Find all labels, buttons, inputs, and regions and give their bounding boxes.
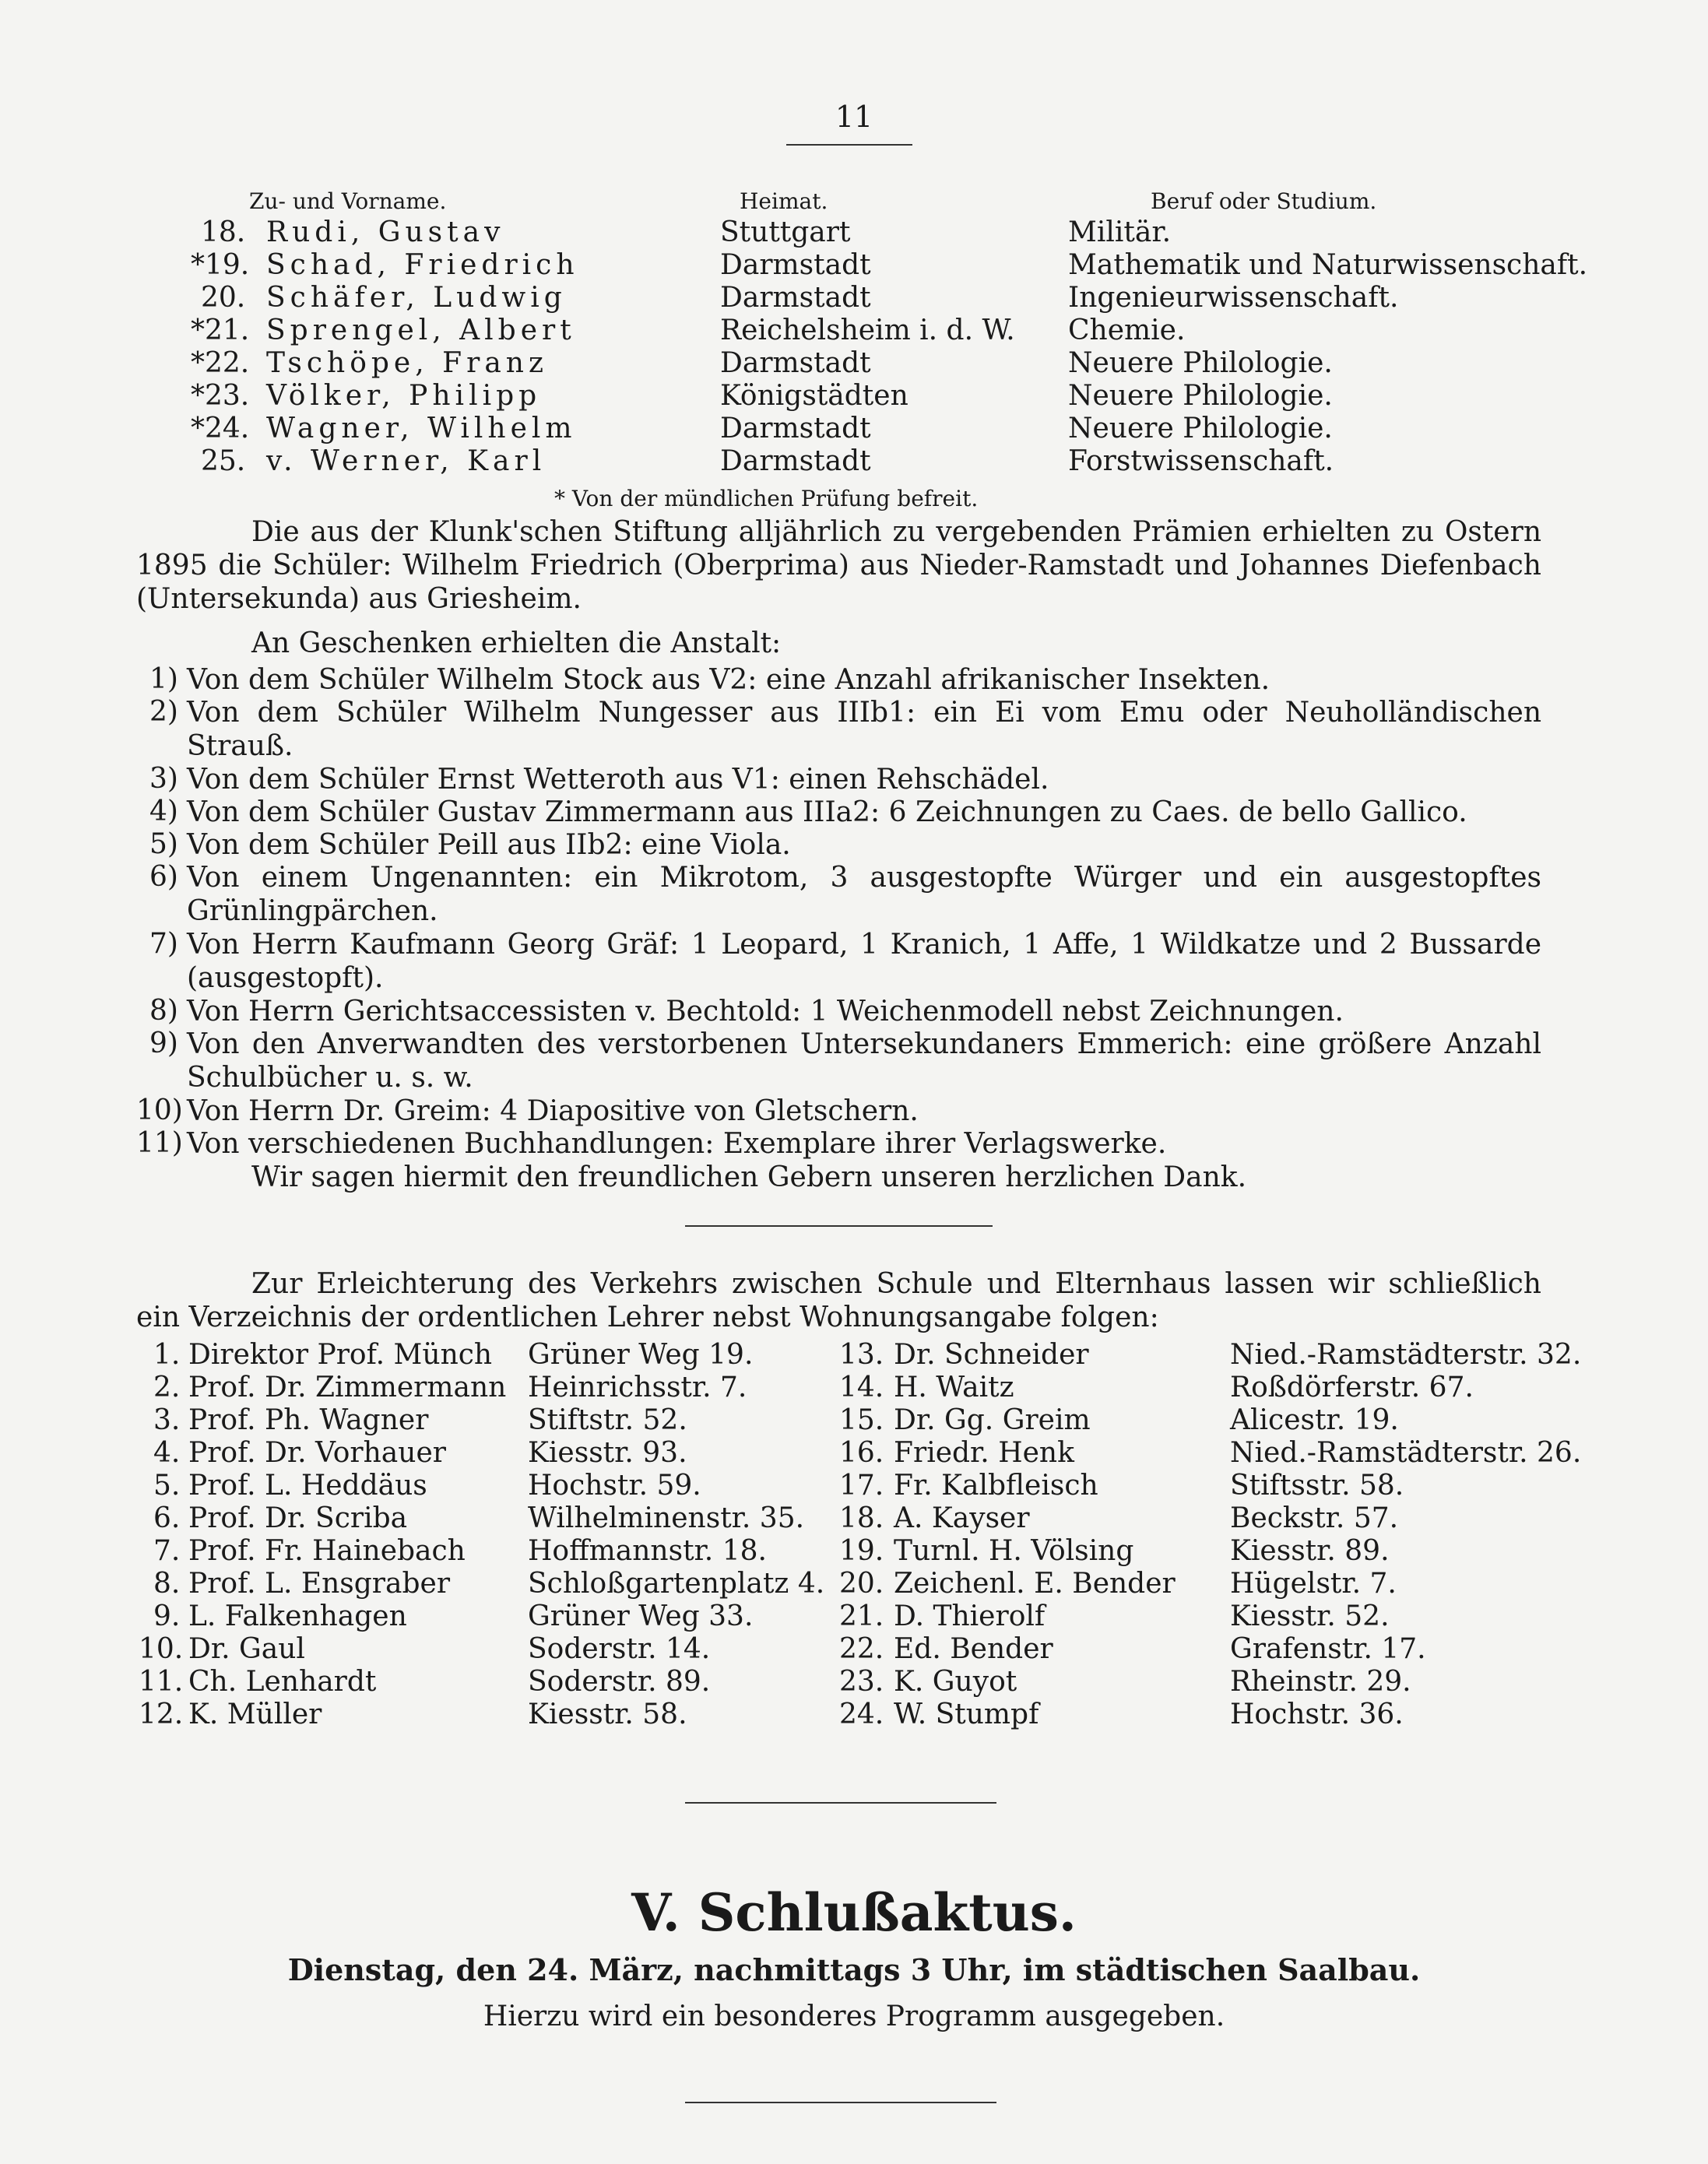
gift-num: 2) [149,696,178,728]
gift-num: 9) [149,1028,178,1059]
student-num: *23. [191,380,250,412]
student-home: Darmstadt [720,249,871,281]
teacher-num: 18. [839,1502,884,1534]
gift-text: Von verschiedenen Buchhandlungen: Exemplare ihrer Verlagswerke. [187,1128,1167,1160]
student-num: *24. [191,413,250,444]
student-home: Stuttgart [720,216,851,248]
teacher-num: 15. [839,1404,884,1436]
gift-text: Von dem Schüler Peill aus IIb2: eine Viola. [187,829,791,861]
teacher-name: K. Müller [188,1699,322,1730]
teacher-name: Prof. Dr. Scriba [188,1502,408,1534]
student-name: v. Werner, Karl [266,445,546,477]
teacher-address: Hochstr. 59. [528,1470,701,1502]
gift-text: Von Herrn Kaufmann Georg Gräf: 1 Leopard, 1 Kranich, 1 Affe, 1 Wildkatze und 2 Bussarde (ausgestopft). [187,929,1541,994]
teacher-name: Dr. Gaul [188,1633,305,1665]
teacher-num: 1. [153,1339,181,1371]
student-home: Darmstadt [720,347,871,379]
teacher-address: Grüner Weg 33. [528,1600,754,1632]
teacher-num: 10. [139,1633,184,1665]
student-num: 25. [201,445,246,477]
teacher-name: Dr. Schneider [894,1339,1089,1371]
student-career: Neuere Philologie. [1068,413,1333,444]
teacher-name: K. Guyot [894,1666,1017,1698]
teacher-num: 5. [153,1470,181,1502]
gift-num: 1) [149,663,178,695]
student-career: Forstwissenschaft. [1068,445,1334,477]
student-name: Schad, Friedrich [266,249,579,281]
teacher-num: 12. [139,1699,184,1730]
teachers-intro: Zur Erleichterung des Verkehrs zwischen Schule und Elternhaus lassen wir schließlich ein Verzeichnis der ordentlichen Lehrer nebst Wohnungsangabe folgen: [136,1268,1541,1333]
teacher-num: 16. [839,1437,884,1469]
gift-text: Von dem Schüler Wilhelm Stock aus V2: eine Anzahl afrikanischer Insekten. [187,664,1270,696]
teacher-address: Stiftsstr. 58. [1230,1470,1404,1502]
teacher-address: Soderstr. 89. [528,1666,711,1698]
teacher-address: Schloßgartenplatz 4. [528,1568,825,1600]
teacher-name: Prof. Fr. Hainebach [188,1535,466,1567]
gift-text: Von Herrn Gerichtsaccessisten v. Bechtold: 1 Weichenmodell nebst Zeichnungen. [187,996,1344,1028]
teacher-name: H. Waitz [894,1372,1014,1403]
student-num: *19. [191,249,250,281]
teacher-name: Ed. Bender [894,1633,1053,1665]
section-note: Hierzu wird ein besonderes Programm ausgegeben. [483,2001,1225,2032]
teacher-name: A. Kayser [894,1502,1030,1534]
student-name: Schäfer, Ludwig [266,282,567,314]
teacher-name: Prof. L. Heddäus [188,1470,427,1502]
teacher-address: Nied.-Ramstädterstr. 26. [1230,1437,1582,1469]
header-rule [786,144,912,146]
student-home: Reichelsheim i. d. W. [720,314,1015,346]
column-header-name: Zu- und Vorname. [249,188,447,214]
teacher-name: D. Thierolf [894,1600,1046,1632]
student-name: Sprengel, Albert [266,314,576,346]
student-career: Neuere Philologie. [1068,380,1333,412]
teacher-address: Roßdörferstr. 67. [1230,1372,1474,1403]
teacher-num: 14. [839,1372,884,1403]
teacher-num: 13. [839,1339,884,1371]
section-rule [685,1225,993,1227]
student-career: Chemie. [1068,314,1186,346]
student-name: Wagner, Wilhelm [266,413,577,444]
teacher-num: 2. [153,1372,181,1403]
teacher-name: L. Falkenhagen [188,1600,407,1632]
teacher-num: 22. [839,1633,884,1665]
student-career: Ingenieurwissenschaft. [1068,282,1399,314]
teacher-num: 19. [839,1535,884,1567]
gift-num: 5) [149,828,178,860]
teacher-address: Kiesstr. 93. [528,1437,687,1469]
teacher-name: Prof. Ph. Wagner [188,1404,429,1436]
student-num: 20. [201,282,246,314]
teacher-address: Grüner Weg 19. [528,1339,754,1371]
student-name: Tschöpe, Franz [266,347,548,379]
teacher-address: Beckstr. 57. [1230,1502,1399,1534]
teacher-name: Turnl. H. Völsing [894,1535,1134,1567]
teacher-address: Hochstr. 36. [1230,1699,1404,1730]
footnote: * Von der mündlichen Prüfung befreit. [554,486,979,511]
gift-num: 3) [149,763,178,795]
gift-num: 7) [149,928,178,960]
thanks-line: Wir sagen hiermit den freundlichen Gebern unseren herzlichen Dank. [251,1161,1247,1193]
teacher-name: Fr. Kalbfleisch [894,1470,1098,1502]
teacher-address: Rheinstr. 29. [1230,1666,1411,1698]
gift-num: 8) [149,995,178,1027]
teacher-address: Wilhelminenstr. 35. [528,1502,805,1534]
page-number: 11 [835,100,873,134]
student-home: Königstädten [720,380,908,412]
teacher-num: 17. [839,1470,884,1502]
teacher-name: Friedr. Henk [894,1437,1074,1469]
student-name: Rudi, Gustav [266,216,505,248]
teacher-num: 3. [153,1404,181,1436]
student-num: *21. [191,314,250,346]
teacher-num: 21. [839,1600,884,1632]
teacher-name: Prof. L. Ensgraber [188,1568,451,1600]
student-num: *22. [191,347,250,379]
gift-num: 10) [136,1094,183,1126]
column-header-career: Beruf oder Studium. [1151,188,1377,214]
teacher-num: 11. [139,1666,184,1698]
section-rule [685,1802,996,1804]
teacher-name: Prof. Dr. Zimmermann [188,1372,507,1403]
student-career: Mathematik und Naturwissenschaft. [1068,249,1588,281]
teacher-num: 20. [839,1568,884,1600]
teacher-address: Kiesstr. 58. [528,1699,687,1730]
gift-text: Von Herrn Dr. Greim: 4 Diapositive von Gletschern. [187,1095,919,1127]
student-num: 18. [201,216,246,248]
teacher-num: 9. [153,1600,181,1632]
gift-text: Von dem Schüler Gustav Zimmermann aus IIIa2: 6 Zeichnungen zu Caes. de bello Gallico. [187,796,1467,828]
student-name: Völker, Philipp [266,380,542,412]
klunk-paragraph: Die aus der Klunk'schen Stiftung alljährlich zu vergebenden Prämien erhielten zu Ostern 1895 die Schüler: Wilhelm Friedrich (Oberprima) aus Nieder-Ramstadt und Johannes Diefenbach (Untersekunda) aus Griesheim. [136,516,1541,615]
gift-num: 4) [149,796,178,827]
column-header-home: Heimat. [740,188,828,214]
section-date: Dienstag, den 24. März, nachmittags 3 Uhr, im städtischen Saalbau. [287,1952,1421,1987]
teacher-address: Kiesstr. 52. [1230,1600,1390,1632]
teacher-address: Soderstr. 14. [528,1633,711,1665]
gift-text: Von den Anverwandten des verstorbenen Untersekundaners Emmerich: eine größere Anzahl Schulbücher u. s. w. [187,1028,1541,1094]
teacher-address: Heinrichsstr. 7. [528,1372,747,1403]
teacher-address: Nied.-Ramstädterstr. 32. [1230,1339,1582,1371]
student-home: Darmstadt [720,413,871,444]
teacher-address: Hoffmannstr. 18. [528,1535,767,1567]
section-title: V. Schlußaktus. [631,1882,1077,1943]
teacher-address: Hügelstr. 7. [1230,1568,1397,1600]
student-home: Darmstadt [720,445,871,477]
teacher-name: Direktor Prof. Münch [188,1339,493,1371]
teacher-name: Dr. Gg. Greim [894,1404,1091,1436]
gift-text: Von einem Ungenannten: ein Mikrotom, 3 ausgestopfte Würger und ein ausgestopftes Grünlingpärchen. [187,862,1541,927]
bottom-rule [685,2102,996,2103]
teacher-num: 7. [153,1535,181,1567]
teacher-num: 4. [153,1437,181,1469]
teacher-num: 8. [153,1568,181,1600]
teacher-address: Kiesstr. 89. [1230,1535,1390,1567]
teacher-num: 6. [153,1502,181,1534]
teacher-num: 23. [839,1666,884,1698]
teacher-address: Grafenstr. 17. [1230,1633,1426,1665]
teacher-name: Zeichenl. E. Bender [894,1568,1176,1600]
gift-num: 11) [136,1127,183,1159]
teacher-address: Alicestr. 19. [1230,1404,1399,1436]
gift-text: Von dem Schüler Ernst Wetteroth aus V1: einen Rehschädel. [187,764,1049,796]
student-career: Militär. [1068,216,1172,248]
teacher-name: Ch. Lenhardt [188,1666,377,1698]
gift-num: 6) [149,861,178,893]
gift-text: Von dem Schüler Wilhelm Nungesser aus IIIb1: ein Ei vom Emu oder Neuholländischen Strauß. [187,697,1541,762]
teacher-address: Stiftstr. 52. [528,1404,687,1436]
teacher-name: W. Stumpf [894,1699,1039,1730]
teacher-name: Prof. Dr. Vorhauer [188,1437,446,1469]
student-career: Neuere Philologie. [1068,347,1333,379]
student-home: Darmstadt [720,282,871,314]
gifts-intro: An Geschenken erhielten die Anstalt: [251,627,782,659]
teacher-num: 24. [839,1699,884,1730]
